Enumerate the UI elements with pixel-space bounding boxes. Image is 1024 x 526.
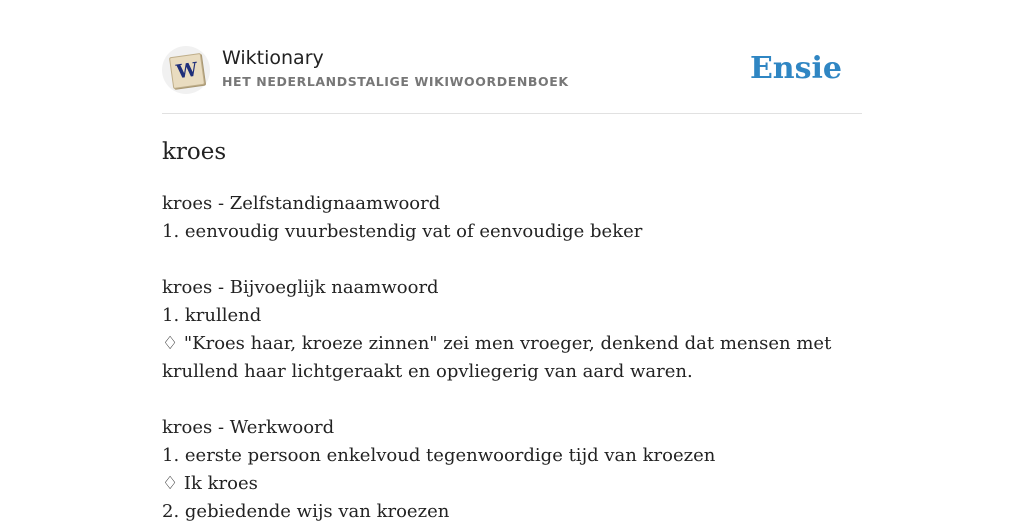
section-heading: kroes - Zelfstandignaamwoord xyxy=(162,193,441,214)
section-heading: kroes - Bijvoeglijk naamwoord xyxy=(162,277,439,298)
example-line: ♢ Ik kroes xyxy=(162,473,258,494)
ensie-brand-link[interactable]: Ensie xyxy=(749,51,842,86)
site-tagline: HET NEDERLANDSTALIGE WIKIWOORDENBOEK xyxy=(222,74,569,89)
entry-title: kroes xyxy=(162,139,227,165)
logo-letter: W xyxy=(174,58,200,84)
definition-line: 1. eerste persoon enkelvoud tegenwoordige tijd van kroezen xyxy=(162,445,716,466)
site-name[interactable]: Wiktionary xyxy=(222,47,324,69)
logo-tile xyxy=(169,53,205,89)
site-header xyxy=(162,46,862,96)
section-spacer xyxy=(162,386,862,414)
example-line: ♢ "Kroes haar, kroeze zinnen" zei men vroeger, denkend dat mensen met krullend haar lichtgeraakt en opvliegerig van aard waren. xyxy=(162,333,832,382)
definition-line: 2. gebiedende wijs van kroezen xyxy=(162,501,450,522)
definition-line: 1. krullend xyxy=(162,305,262,326)
definition-line: 1. eenvoudig vuurbestendig vat of eenvoudige beker xyxy=(162,221,643,242)
wiktionary-logo-icon[interactable] xyxy=(162,46,210,94)
entry-content xyxy=(162,190,862,526)
section-spacer xyxy=(162,246,862,274)
header-divider xyxy=(162,113,862,114)
section-heading: kroes - Werkwoord xyxy=(162,417,335,438)
